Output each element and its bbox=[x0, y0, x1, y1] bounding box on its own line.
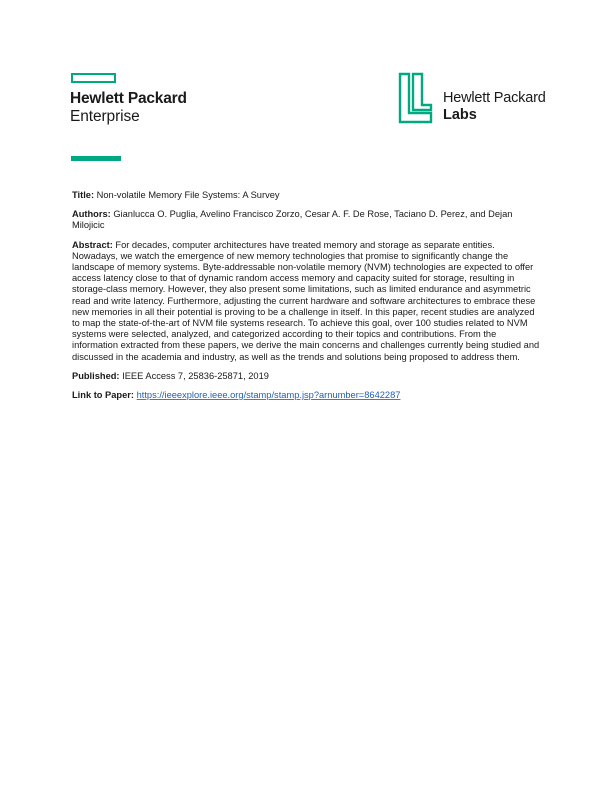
labs-logo-line2: Labs bbox=[443, 107, 477, 123]
accent-divider bbox=[71, 156, 121, 161]
link-label: Link to Paper: bbox=[72, 390, 134, 401]
paper-authors: Gianlucca O. Puglia, Avelino Francisco Zorzo, Cesar A. F. De Rose, Taciano D. Perez, and Dejan Milojicic bbox=[72, 209, 513, 231]
authors-label: Authors: bbox=[72, 209, 111, 220]
hpe-logo-line2: Enterprise bbox=[70, 108, 140, 125]
hpe-logo-element-icon bbox=[71, 73, 116, 83]
published-label: Published: bbox=[72, 370, 120, 381]
paper-details bbox=[72, 190, 540, 409]
link-field bbox=[72, 390, 540, 401]
paper-abstract: For decades, computer architectures have treated memory and storage as separate entities. Nowadays, we watch the emergence of new memory technologies that promise to significantly change the landscape of memory systems. Byte-addressable non-volatile memory (NVM) technologies are expected to offer access latency close to that of dynamic random access memory and capacity suited for storage, resulting in storage-class memory. However, they also present some limitations, such as limited endurance and asymmetric read and write latency. Furthermore, adjusting the current hardware and software architectures to embrace these new memories in all their potential is proving to be a challenge in itself. In this paper, recent studies are analyzed to map the state-of-the-art of NVM file systems research. To achieve this goal, over 100 studies related to NVM systems were selected, analyzed, and categorized according to their topics and contributions. From the information extracted from these papers, we derive the main concerns and challenges currently being studied and discussed in the academia and industry, as well as the trends and solutions being proposed to address them. bbox=[72, 239, 540, 362]
hp-labs-logo bbox=[398, 72, 563, 124]
title-field bbox=[72, 190, 540, 201]
hpe-logo-line1: Hewlett Packard bbox=[70, 90, 187, 107]
published-field bbox=[72, 371, 540, 382]
paper-title: Non-volatile Memory File Systems: A Survey bbox=[96, 190, 280, 200]
paper-published: IEEE Access 7, 25836-25871, 2019 bbox=[122, 370, 269, 381]
labs-mark-icon bbox=[398, 72, 434, 124]
hpe-logo bbox=[71, 73, 211, 128]
labs-logo-line1: Hewlett Packard bbox=[443, 90, 546, 106]
abstract-label: Abstract: bbox=[72, 239, 113, 250]
title-label: Title: bbox=[72, 190, 95, 200]
authors-field bbox=[72, 209, 540, 231]
paper-link[interactable]: https://ieeexplore.ieee.org/stamp/stamp.jsp?arnumber=8642287 bbox=[136, 390, 401, 401]
abstract-field bbox=[72, 240, 540, 363]
